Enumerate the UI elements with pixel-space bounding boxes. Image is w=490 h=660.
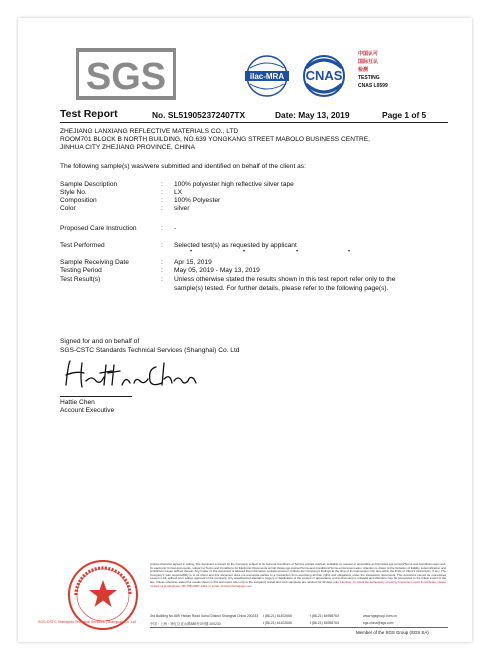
footer-address-en: 3rd Building No.889 Yishan Road Xuhui District Shanghai China 200233 bbox=[150, 614, 259, 618]
header-divider bbox=[60, 122, 448, 123]
applicant-address-1: ROOM701 BLOCK B NORTH BUILDING, NO.639 YONGKANG STREET MABOLO BUSINESS CENTRE, bbox=[60, 136, 370, 143]
field-value: 100% Polyester bbox=[174, 197, 221, 204]
field-label: Test Performed bbox=[60, 242, 105, 249]
footer-email: sgs.china@sgs.com bbox=[363, 621, 394, 625]
signoff-company: SGS-CSTC Standards Technical Services (Shanghai) Co. Ltd bbox=[60, 347, 240, 354]
report-page bbox=[18, 18, 472, 642]
field-colon: : bbox=[161, 267, 163, 274]
sgs-logo bbox=[76, 48, 176, 100]
field-colon: : bbox=[161, 225, 163, 232]
seal-subtext: SGS-CSTC Standards Technical Services (Shanghai) Co.,Ltd bbox=[38, 620, 136, 624]
applicant-company: ZHEJIANG LANXIANG REFLECTIVE MATERIALS CO., LTD bbox=[60, 128, 239, 135]
field-value: sample(s) tested. For further details, please refer to the following page(s). bbox=[174, 285, 389, 292]
footer-web: www.sgsgroup.com.cn bbox=[363, 614, 397, 618]
field-label: Sample Receiving Date bbox=[60, 259, 129, 266]
field-label: Color bbox=[60, 205, 76, 212]
field-label: Composition bbox=[60, 197, 97, 204]
field-colon: : bbox=[161, 189, 163, 196]
field-colon: : bbox=[161, 276, 163, 283]
en-line: CNAS L0599 bbox=[358, 83, 388, 89]
footer-fax: f (86-21) 64958763 bbox=[310, 614, 339, 618]
applicant-address-2: JINHUA CITY ZHEJIANG PROVINCE, CHINA bbox=[60, 144, 196, 151]
svg-text:ilac-MRA: ilac-MRA bbox=[249, 72, 285, 81]
field-value: Apr 15, 2019 bbox=[174, 259, 212, 266]
ilac-mra-logo bbox=[240, 54, 294, 98]
dot-mark: • bbox=[296, 249, 299, 255]
cn-line: 中国认可 bbox=[358, 51, 379, 57]
dot-mark: • bbox=[243, 249, 246, 255]
footer-divider bbox=[150, 627, 448, 628]
field-colon: : bbox=[161, 242, 163, 249]
field-value: silver bbox=[174, 205, 190, 212]
field-label: Style No. bbox=[60, 189, 87, 196]
terms-text: Unless otherwise agreed in writing, this document is issued by the Company subject to its General Conditions of Service printed overleaf, available on request or accessible at http://www.sgs.com/en/Terms-and-Conditions.aspx and, for electronic format documents, subject to Terms and Conditions for Electronic Documents at http://www.sgs.com/en/Terms-and-Conditions/Terms-e-Document.aspx. Attention is drawn to the limitation of liability, indemnification and jurisdiction issues defined therein. Any holder of this document is advised that information contained hereon reflects the Company's findings at the time of its intervention only and within the limits of Client's instructions, if any. The Company's sole responsibility is to its Client and this document does not exonerate parties to a transaction from exercising all their rights and obligations under the transaction documents. This document cannot be reproduced except in full, without prior written approval of the Company. Any unauthorized alteration, forgery or falsification of the content or appearance of this document is unlawful and offenders may be prosecuted to the fullest extent of the law. Unless otherwise stated the results shown in this test report refer only to the sample(s) tested and such sample(s) are retained for 30 days only. bbox=[150, 562, 446, 584]
report-number: No. SL519052372407TX bbox=[152, 110, 246, 120]
field-colon: : bbox=[161, 181, 163, 188]
signer-name: Hattie Chen bbox=[60, 399, 95, 406]
report-date: Date: May 13, 2019 bbox=[275, 110, 350, 120]
field-value: 100% polyester high reflective silver tape bbox=[174, 181, 294, 188]
signature-rule bbox=[60, 396, 132, 397]
attention-text: Attention: To check the authenticity of testing /inspection report & certificate, please contact us at telephone: (86-755) 8307 1443, or email: CN.Doccheck@sgs.com bbox=[150, 579, 446, 588]
signature bbox=[60, 355, 200, 395]
cn-line: 检测 bbox=[358, 67, 369, 73]
field-value: Selected test(s) as requested by applicant bbox=[174, 242, 297, 249]
field-colon: : bbox=[161, 205, 163, 212]
field-value: LX bbox=[174, 189, 183, 196]
member-text: Member of the SGS Group (SGS SA) bbox=[356, 630, 429, 635]
intro-text: The following sample(s) was/were submitted and identified on behalf of the client as: bbox=[60, 163, 306, 170]
field-value: May 05, 2019 - May 13, 2019 bbox=[174, 267, 260, 274]
cnas-accreditation-text bbox=[358, 50, 388, 90]
sgs-logo-text: SGS bbox=[85, 56, 167, 98]
cnas-logo bbox=[294, 54, 354, 98]
svg-text:CNAS: CNAS bbox=[305, 68, 343, 83]
dot-mark: • bbox=[348, 249, 351, 255]
report-title: Test Report bbox=[60, 108, 118, 120]
signer-title: Account Executive bbox=[60, 407, 115, 414]
footer-fax: f (86-21) 64958763 bbox=[310, 621, 339, 625]
field-colon: : bbox=[161, 197, 163, 204]
report-page-number: Page 1 of 5 bbox=[382, 110, 427, 120]
footer-tel: t (86-21) 61402666 bbox=[263, 614, 292, 618]
cn-line: 国际互认 bbox=[358, 59, 379, 65]
field-label: Sample Description bbox=[60, 181, 118, 188]
terms-fine-print bbox=[150, 563, 446, 588]
footer-address-cn: 中国・上海・徐汇区宜山路889号3号楼 200233 bbox=[150, 622, 221, 626]
field-label: Test Result(s) bbox=[60, 276, 101, 283]
footer-tel: t (86-21) 61402666 bbox=[263, 621, 292, 625]
signoff-line: Signed for and on behalf of bbox=[60, 338, 140, 345]
en-line: TESTING bbox=[358, 75, 380, 81]
field-value: - bbox=[174, 225, 177, 232]
field-label: Proposed Care Instruction bbox=[60, 225, 137, 232]
field-label: Testing Period bbox=[60, 267, 102, 274]
dot-mark: • bbox=[190, 249, 193, 255]
field-value: Unless otherwise stated the results shown in this test report refer only to the bbox=[174, 276, 396, 283]
field-colon: : bbox=[161, 259, 163, 266]
